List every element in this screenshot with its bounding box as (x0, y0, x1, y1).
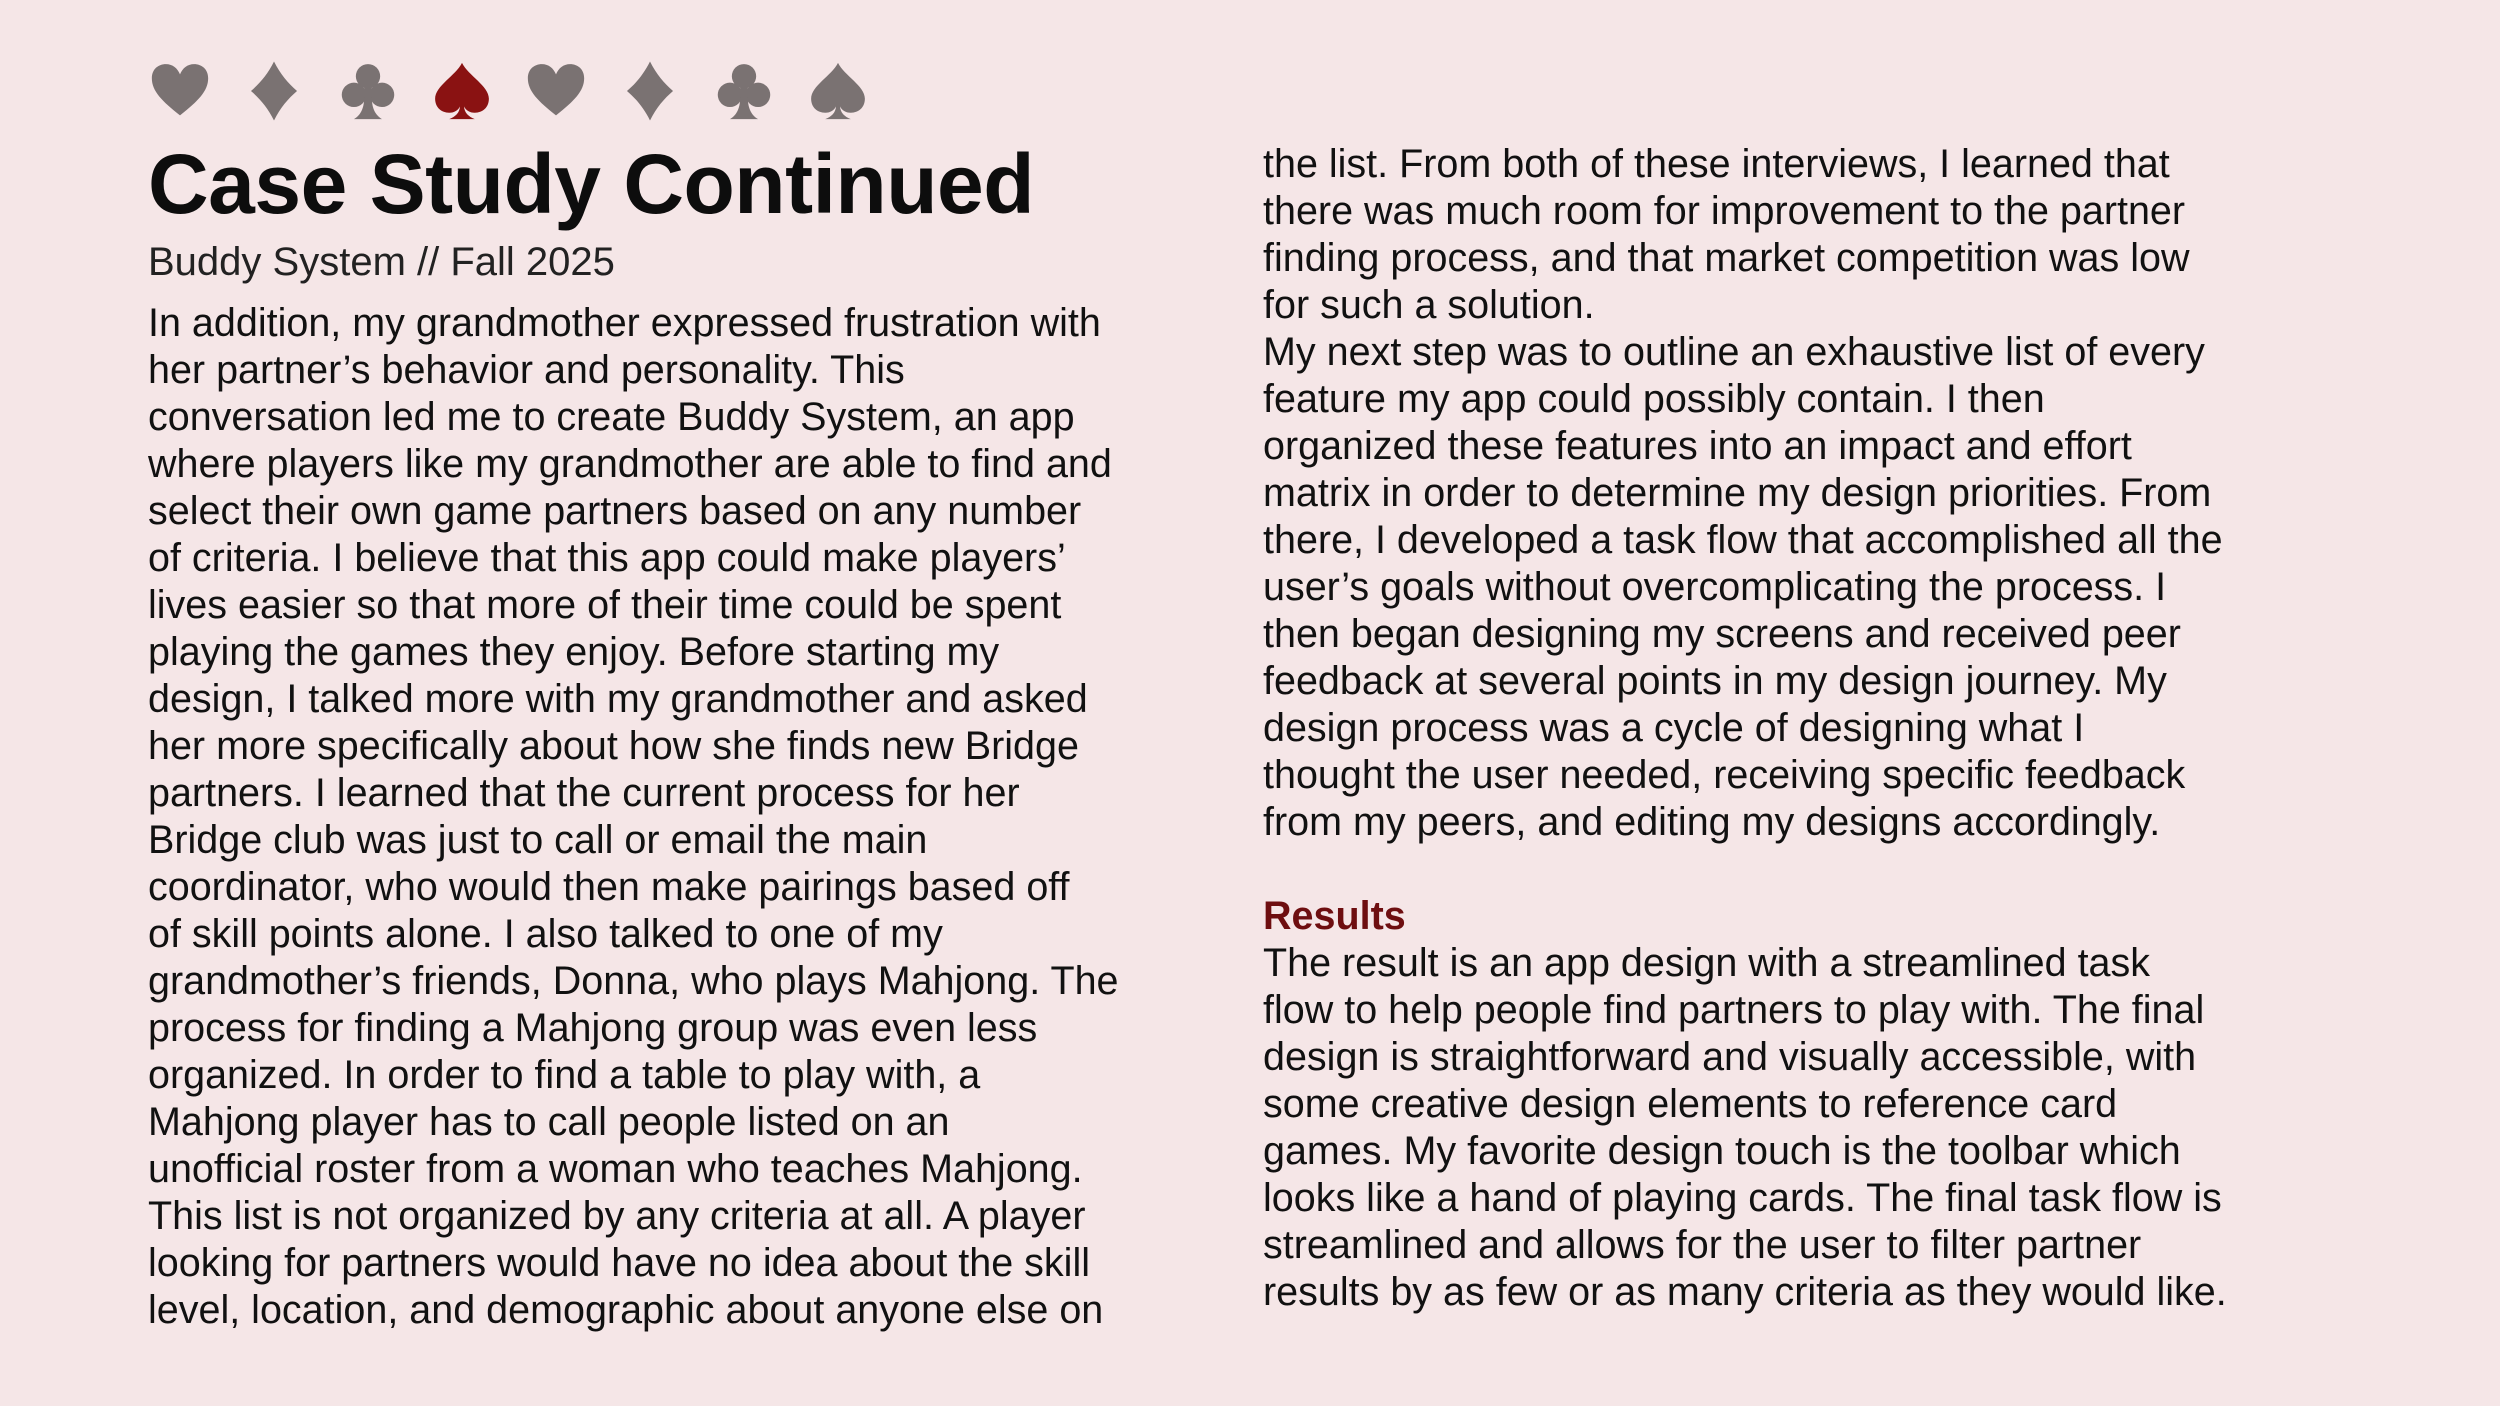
club-icon (336, 59, 400, 123)
text-line: unofficial roster from a woman who teaches Mahjong. (148, 1147, 1083, 1191)
text-line: coordinator, who would then make pairings based off (148, 865, 1070, 909)
text-line: for such a solution. (1263, 283, 1595, 327)
text-line: feedback at several points in my design journey. My (1263, 659, 2167, 703)
text-line: playing the games they enjoy. Before starting my (148, 630, 1000, 674)
text-line: design is straightforward and visually accessible, with (1263, 1035, 2197, 1079)
text-line: In addition, my grandmother expressed frustration with (148, 301, 1101, 345)
text-line: Bridge club was just to call or email the main (148, 818, 928, 862)
text-line: some creative design elements to reference card (1263, 1082, 2118, 1126)
process-paragraph (1263, 329, 2323, 846)
text-line: The result is an app design with a streamlined task (1263, 941, 2151, 985)
text-line: there was much room for improvement to the partner (1263, 189, 2186, 233)
heart-icon (148, 59, 212, 123)
text-line: of criteria. I believe that this app could make players’ (148, 536, 1066, 580)
text-line: user’s goals without overcomplicating the process. I (1263, 565, 2167, 609)
text-line: process for finding a Mahjong group was even less (148, 1006, 1038, 1050)
text-line: results by as few or as many criteria as they would like. (1263, 1270, 2227, 1314)
text-line: her more specifically about how she finds new Bridge (148, 724, 1079, 768)
text-line: her partner’s behavior and personality. This (148, 348, 905, 392)
results-heading: Results (1263, 894, 1406, 938)
spade-icon (430, 59, 494, 123)
page-title: Case Study Continued (148, 137, 1035, 231)
text-line: grandmother’s friends, Donna, who plays Mahjong. The (148, 959, 1119, 1003)
text-line: from my peers, and editing my designs accordingly. (1263, 800, 2161, 844)
text-line: This list is not organized by any criteria at all. A player (148, 1194, 1086, 1238)
text-line: feature my app could possibly contain. I then (1263, 377, 2045, 421)
text-line: partners. I learned that the current process for her (148, 771, 1020, 815)
spade-icon (806, 59, 870, 123)
text-line: flow to help people find partners to play with. The final (1263, 988, 2205, 1032)
text-line: streamlined and allows for the user to filter partner (1263, 1223, 2142, 1267)
text-line: organized. In order to find a table to play with, a (148, 1053, 981, 1097)
text-line: level, location, and demographic about anyone else on (148, 1288, 1104, 1332)
heart-icon (524, 59, 588, 123)
text-line: lives easier so that more of their time could be spent (148, 583, 1062, 627)
text-line: design, I talked more with my grandmother and asked (148, 677, 1088, 721)
text-line: Mahjong player has to call people listed on an (148, 1100, 950, 1144)
text-line: looking for partners would have no idea about the skill (148, 1241, 1091, 1285)
text-line: games. My favorite design touch is the toolbar which (1263, 1129, 2181, 1173)
text-line: where players like my grandmother are able to find and (148, 442, 1112, 486)
text-line: looks like a hand of playing cards. The final task flow is (1263, 1176, 2222, 1220)
diamond-icon (242, 59, 306, 123)
text-line: matrix in order to determine my design priorities. From (1263, 471, 2212, 515)
text-line: the list. From both of these interviews, I learned that (1263, 142, 2170, 186)
card-suits-row (148, 56, 900, 126)
text-line: select their own game partners based on any number (148, 489, 1082, 533)
text-line: design process was a cycle of designing what I (1263, 706, 2085, 750)
text-line: conversation led me to create Buddy System, an app (148, 395, 1075, 439)
results-paragraph (1263, 940, 2323, 1316)
text-line: thought the user needed, receiving specific feedback (1263, 753, 2186, 797)
left-text-column (148, 300, 1208, 1334)
text-line: then began designing my screens and received peer (1263, 612, 2181, 656)
intro-paragraph (1263, 141, 2323, 329)
text-line: finding process, and that market competition was low (1263, 236, 2190, 280)
club-icon (712, 59, 776, 123)
text-line: there, I developed a task flow that accomplished all the (1263, 518, 2223, 562)
text-line: organized these features into an impact and effort (1263, 424, 2132, 468)
page-subtitle: Buddy System // Fall 2025 (148, 240, 615, 284)
paragraph-gap (1263, 846, 2323, 893)
diamond-icon (618, 59, 682, 123)
right-text-column (1263, 141, 2323, 1316)
text-line: of skill points alone. I also talked to one of my (148, 912, 943, 956)
text-line: My next step was to outline an exhaustive list of every (1263, 330, 2205, 374)
